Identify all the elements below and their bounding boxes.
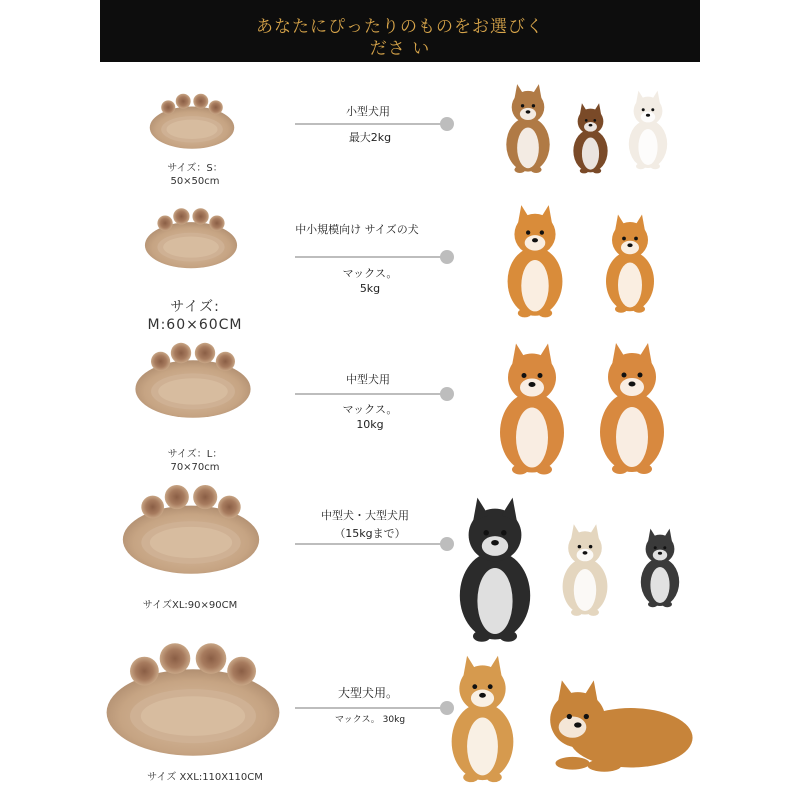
- size-label-m-line1: サイズ:: [170, 299, 220, 315]
- bed-image-xxl: [103, 632, 283, 766]
- dog-photo-xxl: [430, 650, 700, 785]
- capacity-l-line1: マックス。: [342, 403, 398, 416]
- bed-image-l: [133, 335, 253, 425]
- connector-line-xl: [295, 543, 445, 545]
- size-label-xl: サイズXL:90×90CM: [142, 600, 238, 611]
- capacity-m: [330, 266, 410, 296]
- size-label-l-line1: サイズ：L：: [167, 449, 223, 460]
- header-banner: [100, 0, 700, 62]
- connector-line-s: [295, 123, 445, 125]
- capacity-l-line2: 10kg: [356, 418, 384, 431]
- dog-golden-retriever-1: [430, 650, 535, 785]
- capacity-l: [330, 402, 410, 432]
- size-label-xxl: サイズ XXL:110X110CM: [147, 772, 263, 783]
- dog-type-xl: 中型犬・大型犬用: [321, 509, 409, 522]
- dog-pomeranian-2: [580, 210, 680, 315]
- size-label-s-line2: 50×50cm: [170, 176, 220, 187]
- size-label-m-line2: M:60×60CM: [147, 317, 243, 333]
- dog-type-xxl: 大型犬用。: [337, 686, 398, 700]
- size-label-l-line2: 70×70cm: [170, 462, 220, 473]
- dog-shiba-2: [582, 337, 682, 477]
- dog-jack-russell-1: [488, 80, 568, 175]
- dog-pomeranian-1: [490, 200, 580, 320]
- connector-dot-m: [440, 250, 454, 264]
- bed-image-xl: [120, 475, 262, 583]
- dog-chihuahua: [618, 85, 678, 173]
- dog-golden-pup: [550, 494, 620, 644]
- capacity-m-line1: マックス。: [342, 267, 398, 280]
- dog-type-l: 中型犬用: [346, 373, 390, 386]
- dog-golden-retriever-2: [530, 670, 700, 780]
- connector-dot-s: [440, 117, 454, 131]
- dog-type-s: 小型犬用: [346, 105, 390, 118]
- size-label-m: [120, 298, 270, 334]
- capacity-s: 最大2kg: [348, 131, 392, 144]
- connector-line-m: [295, 256, 445, 258]
- capacity-xxl: マックス。 30kg: [334, 715, 406, 725]
- bed-image-s: [148, 92, 236, 150]
- dog-photo-xl: [440, 488, 690, 648]
- dog-photo-l: [482, 335, 692, 480]
- bed-image-m: [143, 200, 239, 276]
- dog-jack-russell-2: [558, 100, 623, 175]
- dog-photo-s: [488, 80, 688, 175]
- capacity-m-line2: 5kg: [359, 282, 381, 295]
- dog-shiba-1: [482, 335, 582, 480]
- connector-line-l: [295, 393, 445, 395]
- size-label-l: [145, 448, 245, 474]
- header-title: あなたにぴったりのものをお選びくださ い: [256, 17, 544, 59]
- size-label-s-line1: サイズ：S：: [167, 163, 223, 174]
- connector-line-xxl: [295, 707, 445, 709]
- connector-dot-l: [440, 387, 454, 401]
- dog-husky-1: [440, 488, 550, 648]
- capacity-xl: （15kgまで）: [334, 527, 406, 540]
- dog-type-m: 中小規模向け サイズの犬: [295, 223, 419, 236]
- dog-photo-m: [490, 200, 690, 320]
- dog-husky-2: [630, 492, 690, 642]
- size-label-s: [145, 162, 245, 188]
